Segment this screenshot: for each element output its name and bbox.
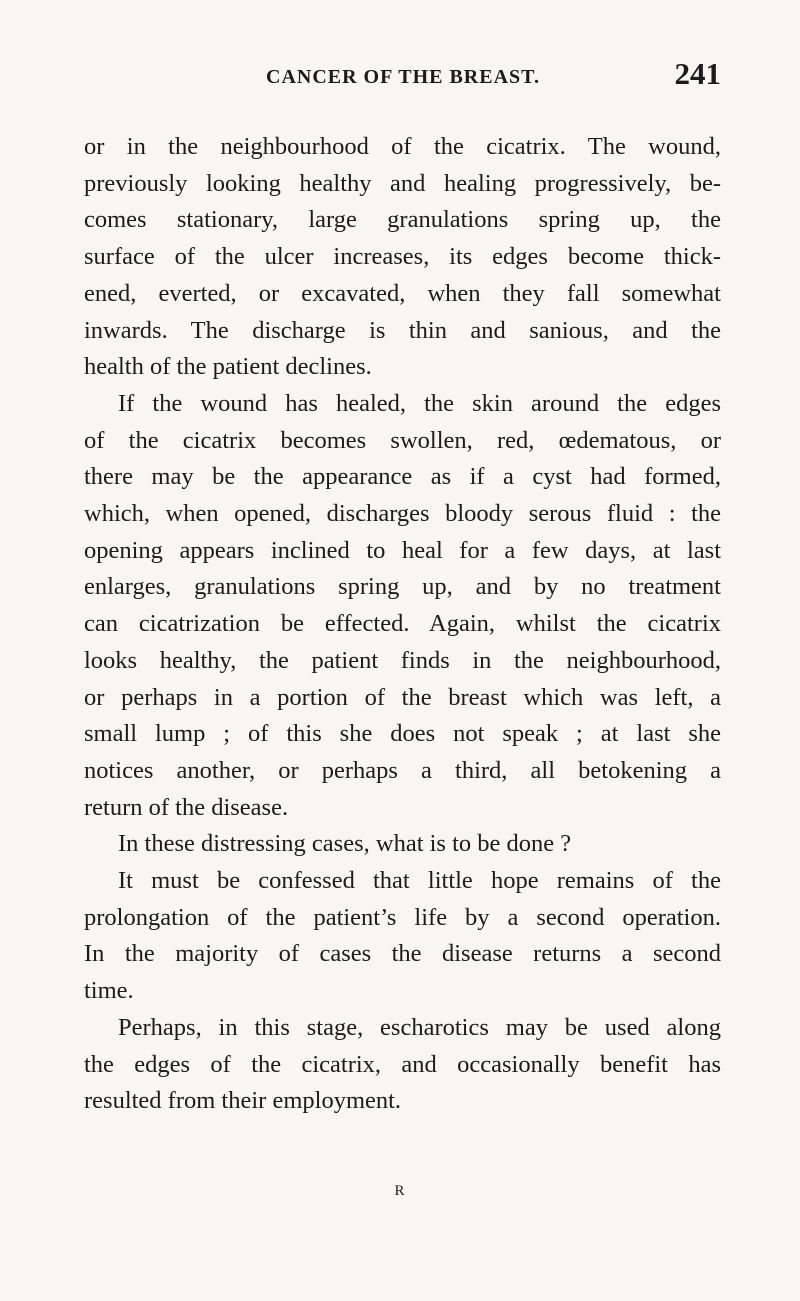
text-line: time. [84,977,134,1005]
paragraph-start-line: Perhaps, in this stage, escharotics may be used along [118,1013,721,1041]
text-line: health of the patient declines. [84,353,372,381]
text-line: In the majority of cases the disease returns a second [84,940,721,968]
running-title: CANCER OF THE BREAST. [266,66,541,88]
paragraph-start-line: If the wound has healed, the skin around the edges [118,389,721,417]
body-text [84,129,721,1120]
text-line: previously looking healthy and healing progressively, be- [84,169,721,197]
text-line: small lump ; of this she does not speak ; at last she [84,720,721,748]
text-line: opening appears inclined to heal for a few days, at last [84,536,721,564]
text-line: comes stationary, large granulations spring up, the [84,206,721,234]
text-line: notices another, or perhaps a third, all betokening a [84,756,721,784]
text-line: of the cicatrix becomes swollen, red, œdematous, or [84,426,721,454]
text-line: there may be the appearance as if a cyst had formed, [84,463,721,491]
paragraph-start-line: It must be confessed that little hope remains of the [118,867,721,895]
paragraph-start-line: In these distressing cases, what is to be done ? [118,830,572,858]
text-line: prolongation of the patient’s life by a second operation. [84,903,721,931]
text-line: or in the neighbourhood of the cicatrix. The wound, [84,133,721,160]
text-line: the edges of the cicatrix, and occasionally benefit has [84,1050,721,1078]
text-line: or perhaps in a portion of the breast which was left, a [84,683,721,711]
signature-mark: R [394,1183,406,1199]
text-line: resulted from their employment. [84,1087,402,1115]
page-number: 241 [674,56,721,91]
text-line: which, when opened, discharges bloody serous fluid : the [84,500,721,528]
text-line: inwards. The discharge is thin and sanious, and the [84,316,721,344]
running-header [84,56,721,102]
text-line: ened, everted, or excavated, when they fall somewhat [84,279,721,307]
text-line: enlarges, granulations spring up, and by no treatment [84,573,721,601]
text-line: return of the disease. [84,793,289,821]
text-line: looks healthy, the patient finds in the neighbourhood, [84,646,721,674]
text-line: can cicatrization be effected. Again, whilst the cicatrix [84,610,721,638]
text-line: surface of the ulcer increases, its edges become thick- [84,243,721,271]
